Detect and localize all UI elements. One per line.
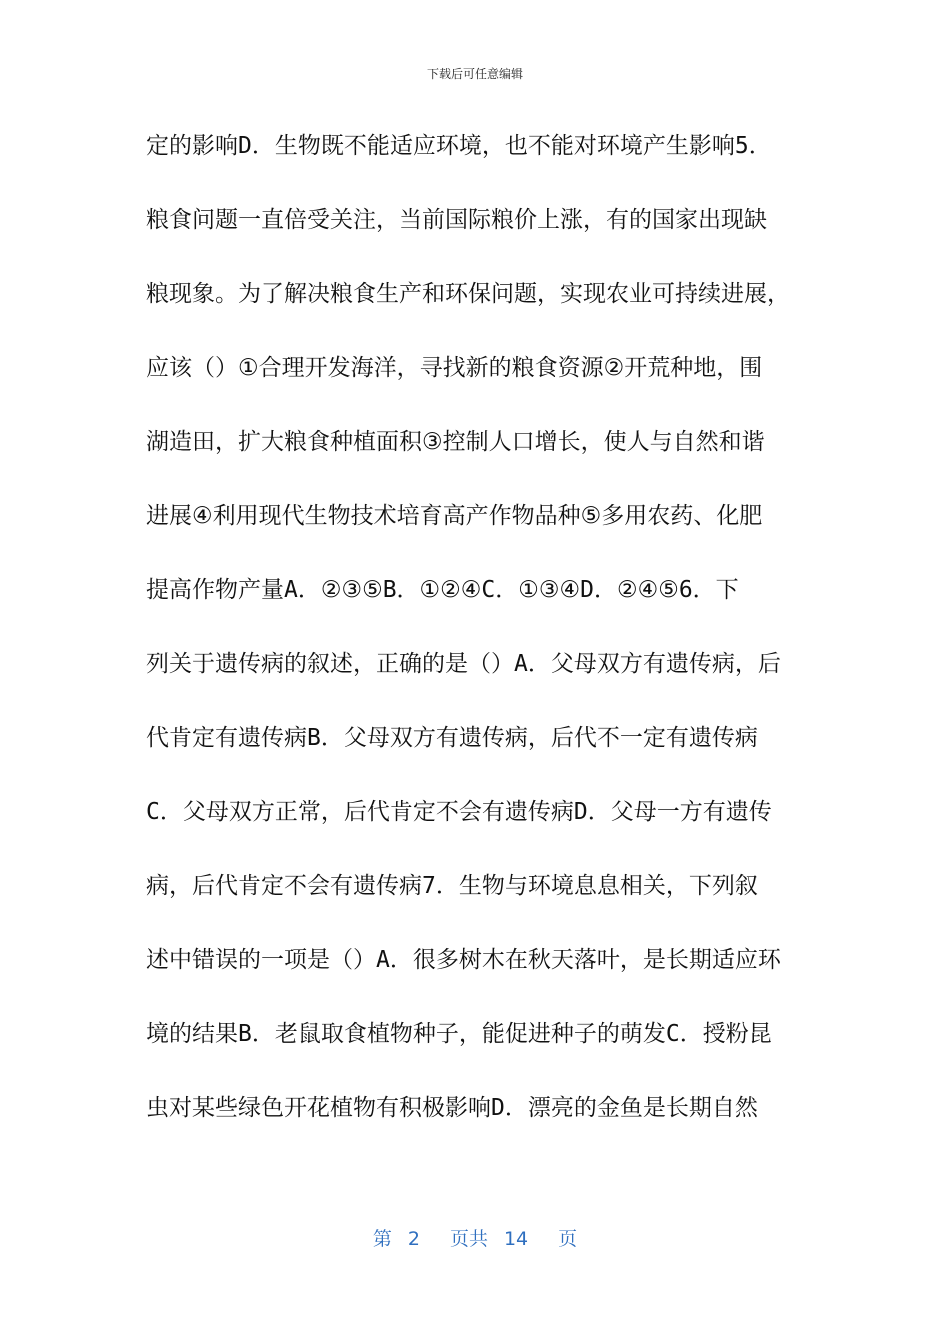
- page-footer: [0, 1226, 950, 1252]
- text-line: 虫对某些绿色开花植物有积极影响D．漂亮的金鱼是长期自然: [146, 1095, 758, 1121]
- text-line: 代肯定有遗传病B．父母双方有遗传病，后代不一定有遗传病: [146, 725, 758, 751]
- text-line: 述中错误的一项是（）A．很多树木在秋天落叶，是长期适应环: [146, 947, 781, 973]
- footer-suffix: 页: [558, 1228, 578, 1250]
- text-line: 粮食问题一直倍受关注，当前国际粮价上涨，有的国家出现缺: [146, 207, 767, 233]
- text-line: 提高作物产量A．②③⑤B．①②④C．①③④D．②④⑤6．下: [146, 577, 739, 603]
- text-line: C．父母双方正常，后代肯定不会有遗传病D．父母一方有遗传: [146, 799, 772, 825]
- text-line: 进展④利用现代生物技术培育高产作物品种⑤多用农药、化肥: [146, 503, 763, 529]
- current-page-number: 2: [407, 1228, 420, 1250]
- text-line: 境的结果B．老鼠取食植物种子，能促进种子的萌发C．授粉昆: [146, 1021, 772, 1047]
- body-text: [146, 116, 816, 1152]
- footer-middle: 页共: [449, 1228, 488, 1250]
- total-pages-number: 14: [503, 1228, 529, 1250]
- text-line: 湖造田，扩大粮食种植面积③控制人口增长，使人与自然和谐: [146, 429, 765, 455]
- text-line: 列关于遗传病的叙述，正确的是（）A．父母双方有遗传病，后: [146, 651, 781, 677]
- text-line: 病，后代肯定不会有遗传病7．生物与环境息息相关，下列叙: [146, 873, 758, 899]
- text-line: 应该（）①合理开发海洋，寻找新的粮食资源②开荒种地，围: [146, 355, 763, 381]
- text-line: 粮现象。为了解决粮食生产和环保问题，实现农业可持续进展，: [146, 281, 790, 307]
- text-line: 定的影响D．生物既不能适应环境，也不能对环境产生影响5．: [146, 133, 772, 159]
- page-header: 下载后可任意编辑: [426, 67, 523, 81]
- footer-prefix: 第: [372, 1228, 392, 1250]
